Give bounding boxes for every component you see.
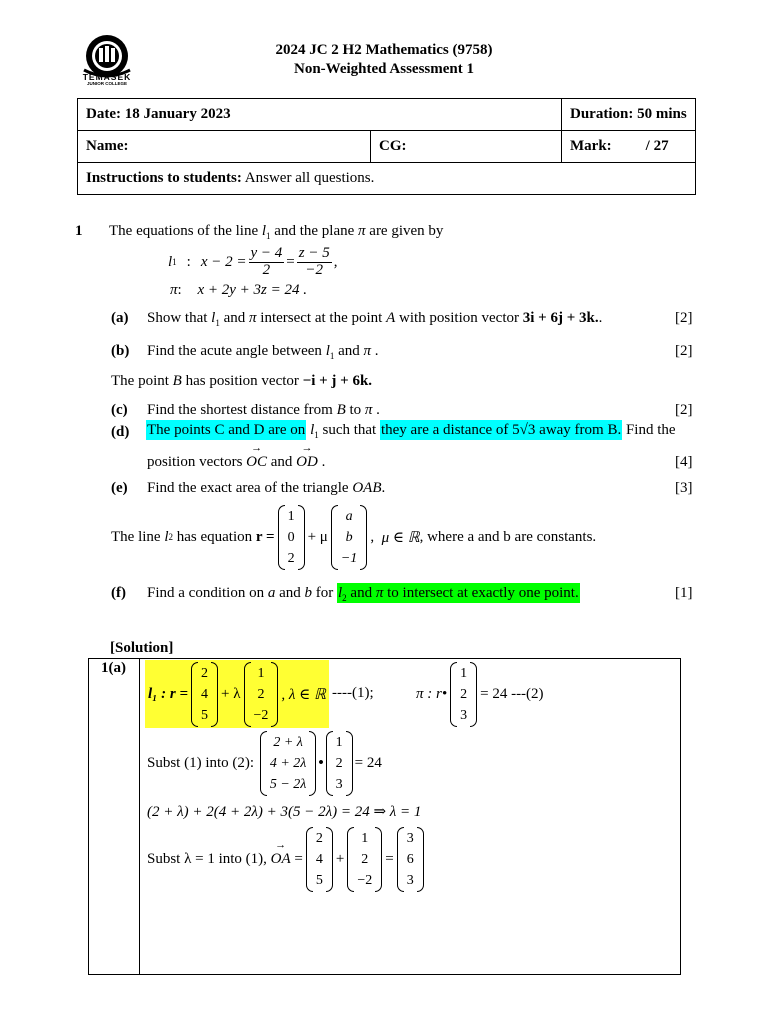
part-e-marks: [3] [675,480,693,496]
solution-part-label: 1(a) [101,660,126,676]
part-d-text: The points C and D are on $l_1$ such that they are a distance of 5√3 away from B. Find the [147,422,676,440]
school-name-line1: TEMASEK [82,72,132,82]
solution-l1-vector-equation: l₁ : r = 2 4 5 + λ 1 2 −2 , λ ∈ ℝ [145,660,329,728]
name-cell: Name: [78,131,371,163]
part-f-label: (f) [111,585,126,601]
plane-equation: π: x + 2y + 3z = 24 . [170,282,307,298]
duration-value: 50 mins [637,106,687,122]
solution-heading: [Solution] [110,640,174,656]
mark-value: / 27 [645,138,669,154]
question-number: 1 [75,223,83,239]
part-a-marks: [2] [675,310,693,326]
part-d-text-line2: position vectors → OC and → OD . [147,454,325,471]
instructions-value: Answer all questions. [244,170,375,186]
part-f-marks: [1] [675,585,693,601]
part-e-label: (e) [111,480,128,496]
paper-title: 2024 JC 2 H2 Mathematics (9758) [275,42,493,58]
part-b-label: (b) [111,343,130,359]
part-c-label: (c) [111,402,128,418]
part-f-text: Find a condition on a and b for $l_2$ and π to intersect at exactly one point. [147,585,579,603]
line-equation: l 1 : x − 2 = $\frac{y - 4}{2}$ = $\frac{z - 5}{-2}$ , [168,245,338,278]
highlight-points-cd: The points C and D are on [147,422,306,438]
part-c-marks: [2] [675,402,693,418]
date-cell: Date: 18 January 2023 [78,99,562,131]
paper-subtitle: Non-Weighted Assessment 1 [293,61,474,77]
solution-substitution: Subst (1) into (2): 2 + λ 4 + 2λ 5 − 2λ • 1 2 3 = 24 [147,730,382,796]
solution-plane-vector-equation: π : r• 1 2 3 = 24 ---(2) [416,660,544,728]
info-table [77,98,696,195]
part-a-label: (a) [111,310,129,326]
solution-divider [139,658,140,975]
solution-expansion: (2 + λ) + 2(4 + 2λ) + 3(5 − 2λ) = 24 ⇒ λ = 1 [147,804,422,820]
date-value: 18 January 2023 [124,106,231,122]
cg-cell: CG: [371,131,562,163]
question-intro: The equations of the line $l_1$ and the plane π are given by [109,223,444,241]
instructions-cell: Instructions to students: Answer all questions. [78,163,696,195]
point-b-statement: The point B has position vector −i + j + 6k. [111,373,373,389]
solution-oa: Subst λ = 1 into (1), → OA = 2 4 5 + 1 2 −2 = 3 6 3 [147,827,427,891]
l2-direction-vector: a b −1 [331,505,367,570]
part-e-text: Find the exact area of the triangle OAB. [147,480,386,496]
l2-position-vector: 1 0 2 [278,505,305,570]
mark-cell: Mark: / 27 [562,131,696,163]
highlight-distance: they are a distance of 5√3 away from B. [380,422,622,438]
part-b-marks: [2] [675,343,693,359]
solution-ref-1: ----(1); [332,685,374,701]
line-l2-equation: The line l 2 has equation r = 1 0 2 + μ a b −1 , μ ∈ ℝ , where a and b are constants. [111,505,596,569]
part-d-label: (d) [111,424,130,440]
duration-cell: Duration: 50 mins [562,99,696,131]
part-a-text: Show that $l_1$ and π intersect at the point A with position vector 3i + 6j + 3k.. [147,310,603,328]
part-d-marks: [4] [675,454,693,470]
part-c-text: Find the shortest distance from B to π . [147,402,380,418]
part-b-text: Find the acute angle between $l_1$ and π . [147,343,379,361]
highlight-intersection-condition: $l_2$ and π to intersect at exactly one point. [338,585,579,603]
school-name-line2: JUNIOR COLLEGE [86,81,127,86]
